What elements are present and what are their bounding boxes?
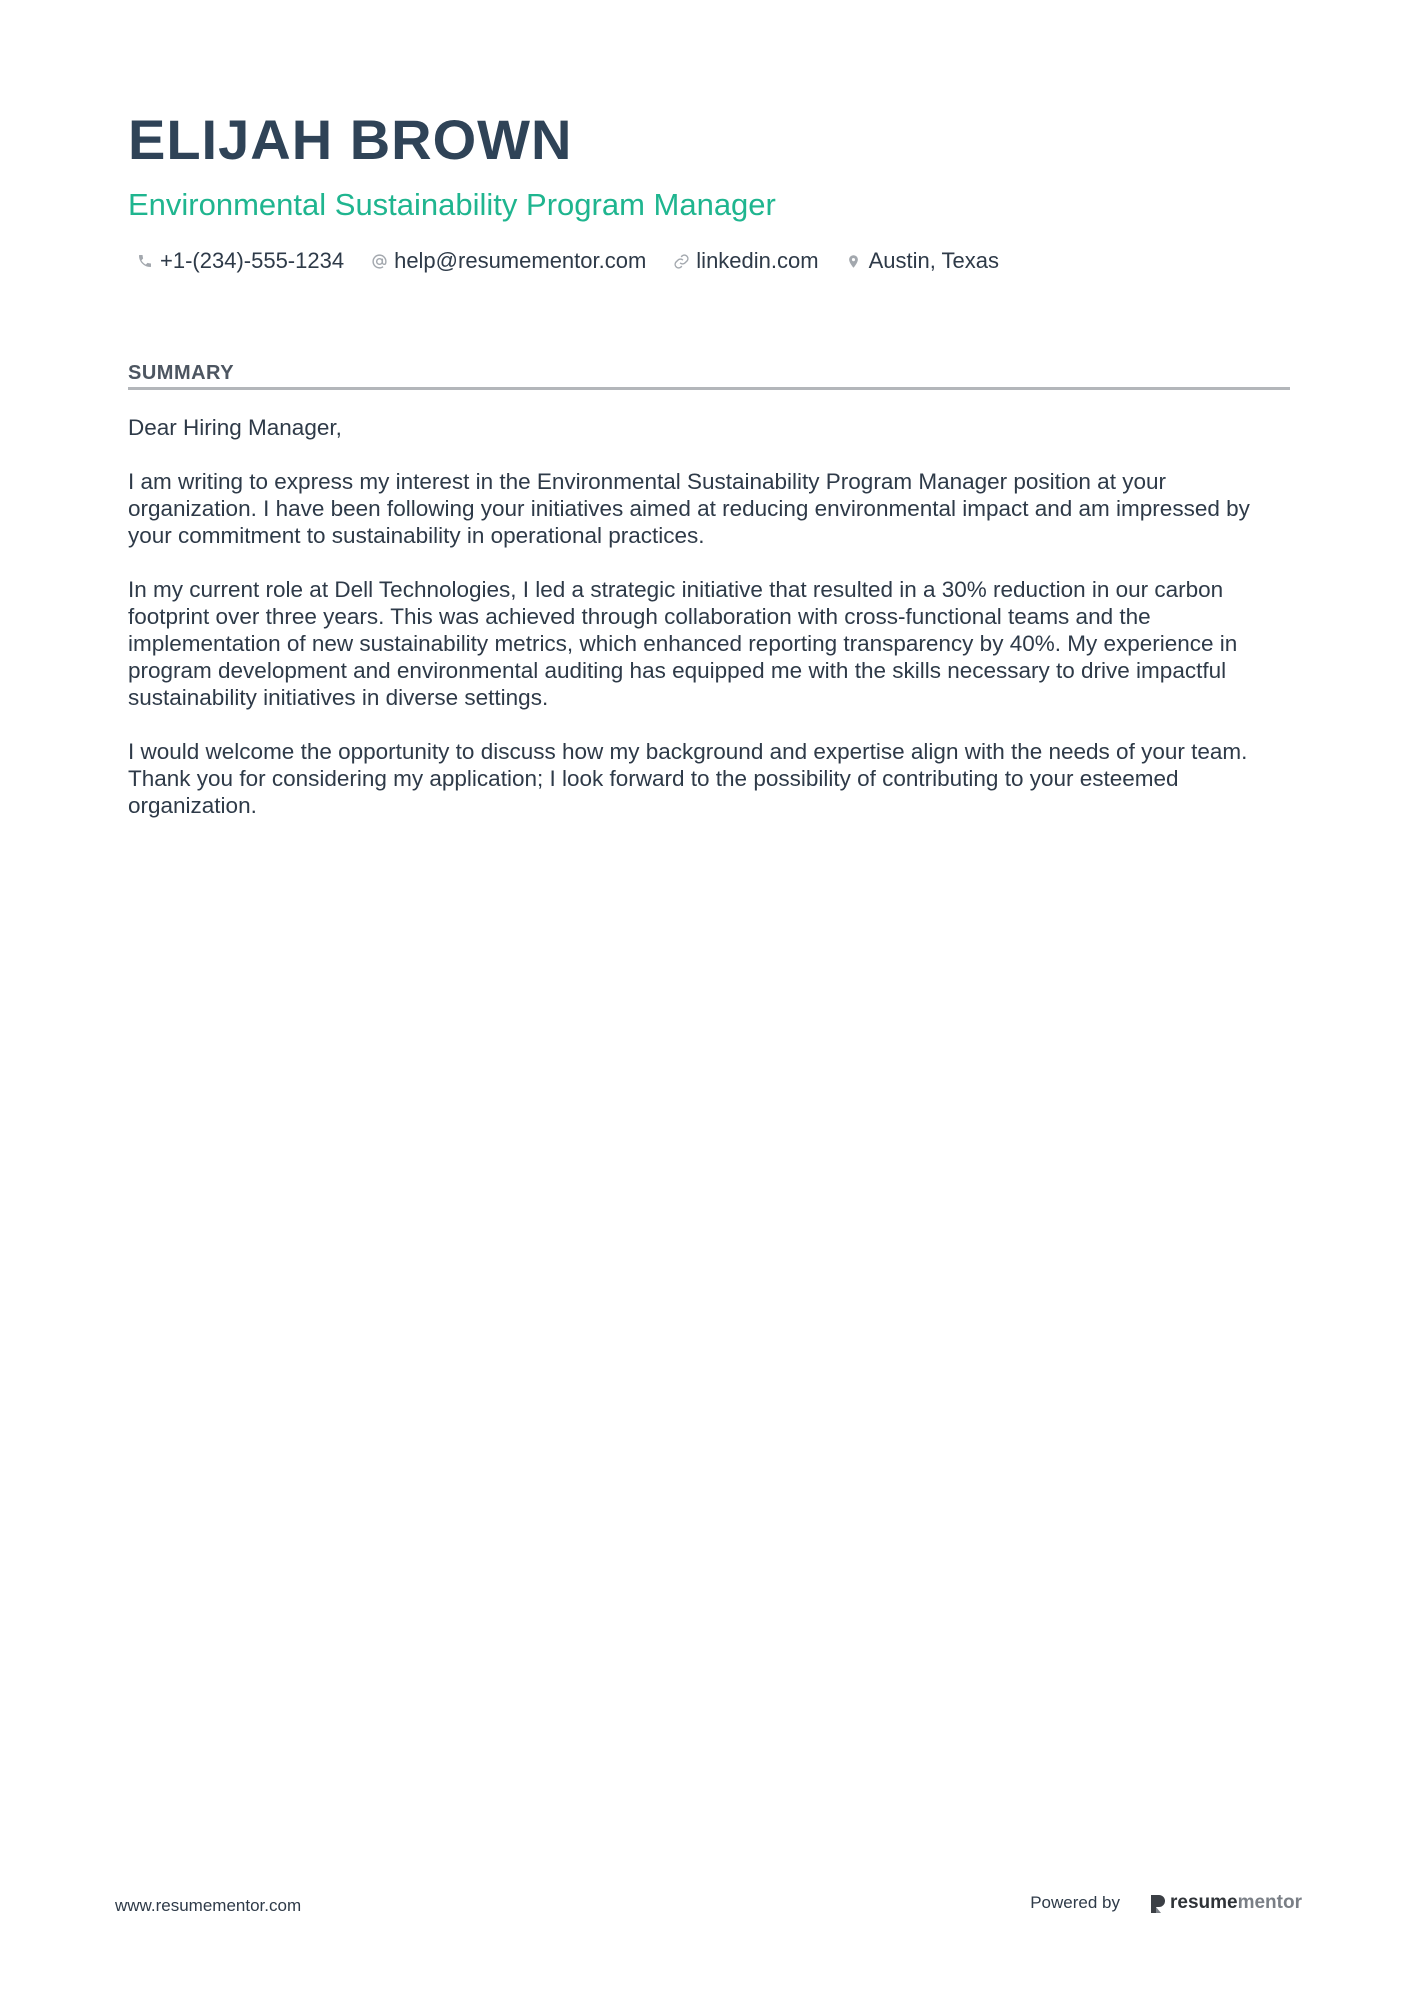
powered-by-label: Powered by	[1030, 1893, 1120, 1912]
resumementor-logo-icon	[1150, 1893, 1166, 1913]
section-divider	[128, 387, 1290, 390]
letter-paragraph: I am writing to express my interest in the Environmental Sustainability Program Manager position at your organization. I have been following your initiatives aimed at reducing environmental impact and am impressed by your commitment to sustainability in operational practices.	[128, 469, 1250, 548]
salutation: Dear Hiring Manager,	[128, 415, 342, 440]
brand-name-rest: mentor	[1237, 1892, 1302, 1913]
contact-phone	[136, 248, 344, 274]
contact-email[interactable]	[370, 248, 646, 274]
job-title: Environmental Sustainability Program Manager	[128, 187, 776, 222]
brand-name-bold: resume	[1169, 1892, 1238, 1913]
letter-paragraph: In my current role at Dell Technologies, I led a strategic initiative that resulted in a 30% reduction in our carbon footprint over three years. This was achieved through collaboration with cross-functional teams and the implementation of new sustainability metrics, which enhanced reporting transparency by 40%. My experience in program development and environmental auditing has equipped me with the skills necessary to drive impactful sustainability initiatives in diverse settings.	[128, 577, 1238, 710]
contact-linkedin[interactable]	[672, 248, 818, 274]
footer-website-link[interactable]: www.resumementor.com	[115, 1896, 302, 1915]
contact-location	[845, 248, 999, 274]
summary-heading: SUMMARY	[128, 362, 235, 384]
resumementor-logo[interactable]	[1150, 1892, 1302, 1914]
location-text: Austin, Texas	[868, 248, 1000, 273]
letter-paragraph: I would welcome the opportunity to discuss how my background and expertise align with the needs of your team. Thank you for considering my application; I look forward to the possibility of contributing to your esteemed organization.	[128, 739, 1248, 818]
at-icon	[370, 252, 388, 270]
candidate-name: ELIJAH BROWN	[128, 108, 573, 171]
contact-row	[136, 248, 1025, 274]
linkedin-text: linkedin.com	[696, 248, 819, 273]
footer-branding	[1030, 1892, 1302, 1914]
location-pin-icon	[845, 252, 863, 270]
email-text: help@resumementor.com	[394, 248, 647, 273]
phone-icon	[136, 252, 154, 270]
cover-letter-body	[128, 414, 1290, 846]
link-icon	[672, 252, 690, 270]
phone-text: +1-(234)-555-1234	[160, 248, 345, 273]
